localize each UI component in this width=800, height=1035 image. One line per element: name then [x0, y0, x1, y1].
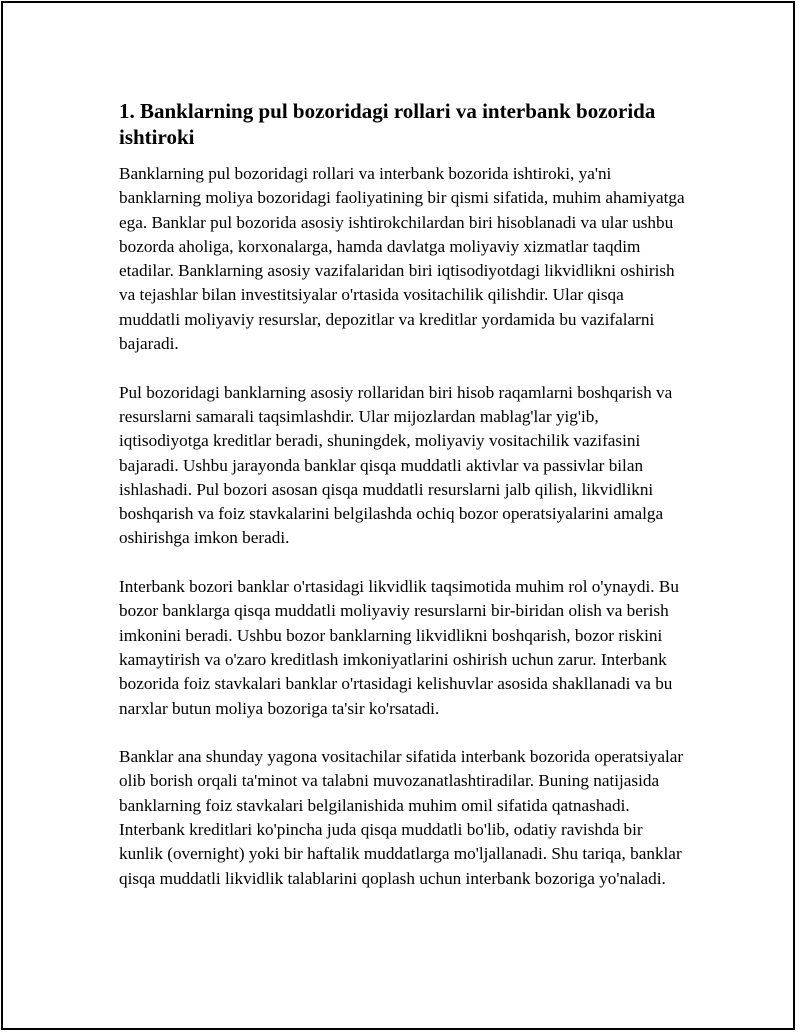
paragraph-4: Banklar ana shunday yagona vositachilar sifatida interbank bozorida operatsiyalar olib borish orqali ta'minot va talabni muvozanatlashtiradilar. Buning natijasida banklarning foiz stavkalari belgilanishida muhim omil sifatida qatnashadi. Interbank kreditlari ko'pincha juda qisqa muddatli bo'lib, odatiy ravishda bir kunlik (overnight) yoki bir haftalik muddatlarga mo'ljallanadi. Shu tariqa, banklar qisqa muddatli likvidlik talablarini qoplash uchun interbank bozoriga yo'naladi. [119, 747, 684, 888]
paragraph-2: Pul bozoridagi banklarning asosiy rollaridan biri hisob raqamlarni boshqarish va resurslarni samarali taqsimlashdir. Ular mijozlardan mablag'lar yig'ib, iqtisodiyotga kreditlar beradi, shuningdek, moliyaviy vositachilik vazifasini bajaradi. Ushbu jarayonda banklar qisqa muddatli aktivlar va passivlar bilan ishlashadi. Pul bozori asosan qisqa muddatli resurslarni jalb qilish, likvidlikni boshqarish va foiz stavkalarini belgilashda ochiq bozor operatsiyalarini amalga oshirishga imkon beradi. [119, 382, 673, 548]
section-heading: 1. Banklarning pul bozoridagi rollari va interbank bozorida ishtiroki [119, 99, 656, 149]
paragraph-3: Interbank bozori banklar o'rtasidagi likvidlik taqsimotida muhim rol o'ynaydi. Bu bozor banklarga qisqa muddatli moliyaviy resurslarni bir-biridan olish va berish imkonini beradi. Ushbu bozor banklarning likvidlikni boshqarish, bozor riskini kamaytirish va o'zaro kreditlash imkoniyatlarini oshirish uchun zarur. Interbank bozorida foiz stavkalari banklar o'rtasidagi kelishuvlar asosida shakllanadi va bu narxlar butun moliya bozoriga ta'sir ko'rsatadi. [119, 577, 679, 718]
document-body [119, 98, 689, 915]
document-page [1, 1, 795, 1030]
paragraph-1: Banklarning pul bozoridagi rollari va interbank bozorida ishtiroki, ya'ni banklarning moliya bozoridagi faoliyatining bir qismi sifatida, muhim ahamiyatga ega. Banklar pul bozorida asosiy ishtirokchilardan biri hisoblanadi va ular ushbu bozorda aholiga, korxonalarga, hamda davlatga moliyaviy xizmatlar taqdim etadilar. Banklarning asosiy vazifalaridan biri iqtisodiyotdagi likvidlikni oshirish va tejashlar bilan investitsiyalar o'rtasida vositachilik qilishdir. Ular qisqa muddatli moliyaviy resurslar, depozitlar va kreditlar yordamida bu vazifalarni bajaradi. [119, 164, 685, 354]
